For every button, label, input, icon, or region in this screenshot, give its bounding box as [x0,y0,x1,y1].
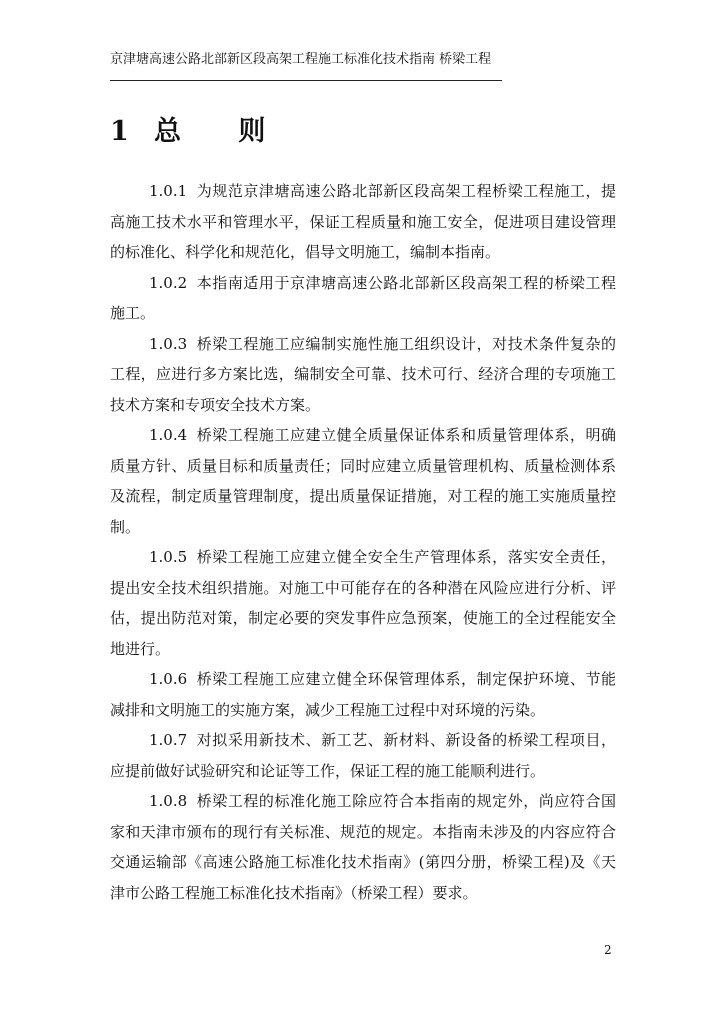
clause-text: 对拟采用新技术、新工艺、新材料、新设备的桥梁工程项目，应提前做好试验研究和论证等工作，保证工程的施工能顺利进行。 [110,731,616,780]
clause-number: 1.0.5 [149,548,188,566]
body-text [110,176,616,908]
clause-number: 1.0.6 [149,670,188,688]
clause-text: 桥梁工程的标准化施工除应符合本指南的规定外，尚应符合国家和天津市颁布的现行有关标准、规范的规定。本指南未涉及的内容应符合交通运输部《高速公路施工标准化技术指南》(第四分册，桥梁工程)及《天津市公路工程施工标准化技术指南》（桥梁工程）要求。 [110,792,616,902]
clause-number: 1.0.7 [149,731,188,749]
paragraph-1.0.7 [110,725,616,786]
paragraph-1.0.4 [110,420,616,542]
paragraph-1.0.6 [110,664,616,725]
running-header: 京津塘高速公路北部新区段高架工程施工标准化技术指南 桥梁工程 [110,52,492,67]
paragraph-1.0.2 [110,268,616,329]
clause-number: 1.0.8 [149,792,188,810]
clause-text: 桥梁工程施工应建立健全环保管理体系，制定保护环境、节能减排和文明施工的实施方案，减少工程施工过程中对环境的污染。 [110,670,616,719]
paragraph-1.0.3 [110,329,616,421]
chapter-number: 1 [110,116,129,147]
paragraph-1.0.5 [110,542,616,664]
clause-text: 桥梁工程施工应编制实施性施工组织设计，对技术条件复杂的工程，应进行多方案比选，编制安全可靠、技术可行、经济合理的专项施工技术方案和专项安全技术方案。 [110,334,616,414]
chapter-heading [110,112,289,152]
clause-number: 1.0.2 [149,273,188,292]
clause-text: 桥梁工程施工应建立健全安全生产管理体系，落实安全责任，提出安全技术组织措施。对施工中可能存在的各种潜在风险应进行分析、评估，提出防范对策，制定必要的突发事件应急预案，使施工的全过程能安全地进行。 [110,548,616,658]
clause-text: 为规范京津塘高速公路北部新区段高架工程桥梁工程施工，提高施工技术水平和管理水平，保证工程质量和施工安全，促进项目建设管理的标准化、科学化和规范化，倡导文明施工，编制本指南。 [110,182,616,261]
clause-number: 1.0.1 [149,182,188,200]
chapter-title: 总 则 [154,116,290,147]
page-number: 2 [604,943,612,957]
header-rule [110,80,502,81]
paragraph-1.0.8 [110,786,616,908]
clause-number: 1.0.3 [149,334,188,353]
paragraph-1.0.1 [110,176,616,268]
clause-number: 1.0.4 [149,426,188,444]
clause-text: 本指南适用于京津塘高速公路北部新区段高架工程的桥梁工程施工。 [110,273,616,322]
clause-text: 桥梁工程施工应建立健全质量保证体系和质量管理体系，明确质量方针、质量目标和质量责任；同时应建立质量管理机构、质量检测体系及流程，制定质量管理制度，提出质量保证措施，对工程的施工实施质量控制。 [110,426,616,536]
